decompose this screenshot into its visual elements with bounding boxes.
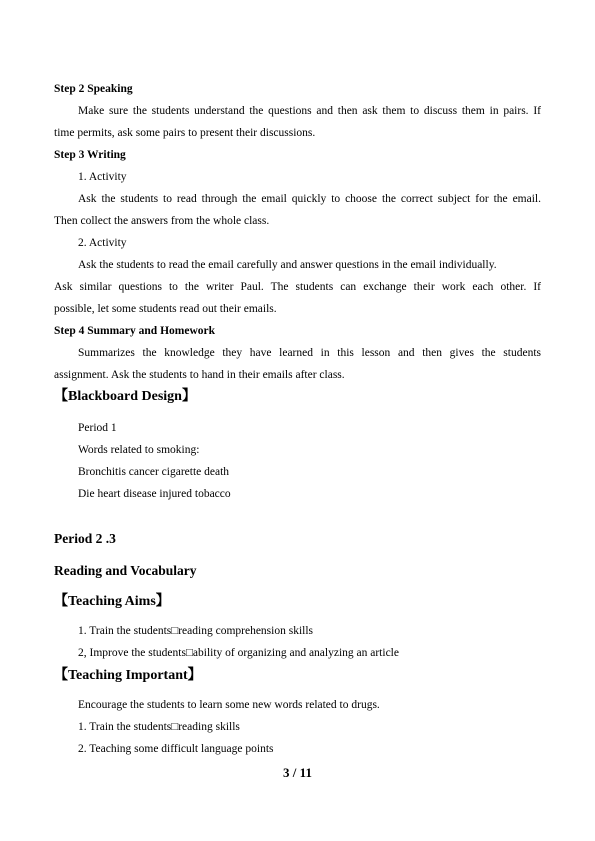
period-subtitle: Reading and Vocabulary [54,563,197,578]
step3-item1: 1. Activity [78,171,127,183]
step2-heading: Step 2 Speaking [54,83,133,95]
teaching-important-item: 2. Teaching some difficult language points [78,743,274,755]
step3-heading: Step 3 Writing [54,149,126,161]
step4-text-line2: assignment. Ask the students to hand in their emails after class. [54,369,345,381]
step3-p1-line2: Then collect the answers from the whole class. [54,215,270,227]
step3-p1-line1: Ask the students to read through the email quickly to choose the correct subject for the email. [78,193,541,205]
page-number: 3 / 11 [283,765,312,780]
teaching-important-heading: 【Teaching Important】 [54,668,202,683]
teaching-aims-heading: 【Teaching Aims】 [54,594,170,609]
step4-text-line1: Summarizes the knowledge they have learned in this lesson and then gives the students [78,347,541,359]
blackboard-line: Bronchitis cancer cigarette death [78,466,230,478]
step3-p3-line1: Ask similar questions to the writer Paul. The students can exchange their work each other. If [54,281,541,293]
step3-p3-line2: possible, let some students read out their emails. [54,303,277,315]
step4-heading: Step 4 Summary and Homework [54,325,216,337]
blackboard-heading: 【Blackboard Design】 [54,389,196,404]
teaching-aims-item: 2, Improve the students□ability of organizing and analyzing an article [78,647,399,659]
blackboard-line: Die heart disease injured tobacco [78,488,231,500]
step2-text-line2: time permits, ask some pairs to present their discussions. [54,127,316,139]
step2-text-line1: Make sure the students understand the questions and then ask them to discuss them in pairs. If [78,105,541,117]
period-title: Period 2 .3 [54,531,116,546]
teaching-important-item: Encourage the students to learn some new words related to drugs. [78,699,380,711]
step3-item2: 2. Activity [78,237,127,249]
blackboard-line: Period 1 [78,422,117,434]
teaching-important-item: 1. Train the students□reading skills [78,721,240,733]
step3-p2-line1: Ask the students to read the email carefully and answer questions in the email individually. [78,259,497,271]
teaching-aims-item: 1. Train the students□reading comprehension skills [78,625,314,637]
blackboard-line: Words related to smoking: [78,444,200,456]
